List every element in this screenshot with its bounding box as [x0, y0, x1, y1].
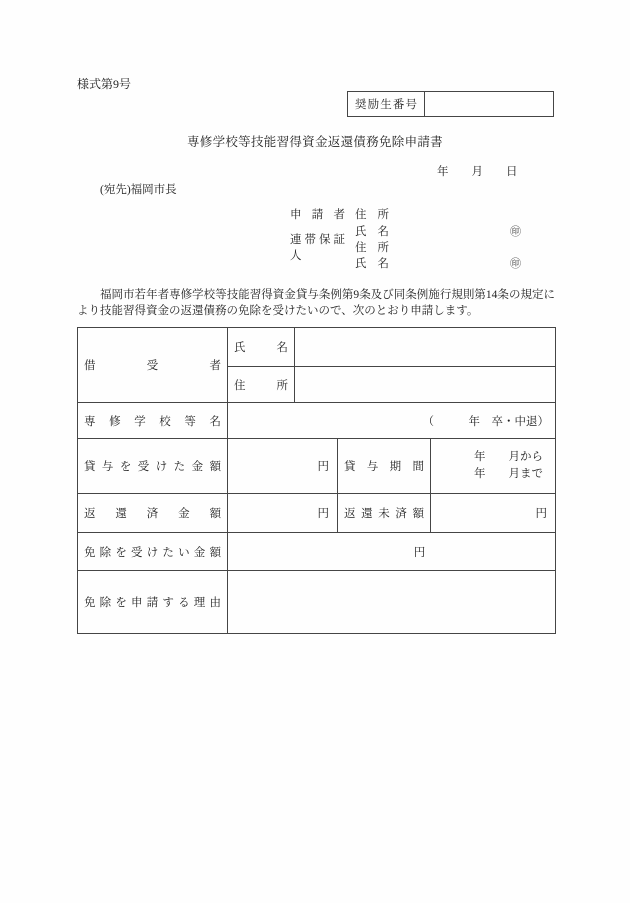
exemption-reason-value	[228, 571, 556, 634]
loan-period-label: 貸与期間	[338, 439, 431, 494]
guarantor-address-row	[290, 233, 521, 262]
school-name-value: （ 年 卒・中退）	[228, 403, 556, 439]
repaid-amount-row	[78, 494, 556, 533]
borrower-name-label: 氏名	[228, 328, 295, 367]
school-name-row	[78, 403, 556, 439]
addressee: (宛先)福岡市長	[100, 184, 177, 196]
scholarship-number-value	[425, 92, 553, 116]
guarantor-address-label: 住所	[355, 241, 389, 254]
borrower-address-value	[295, 367, 556, 403]
borrower-label: 借受者	[78, 328, 228, 403]
loan-period-to: 年 月まで	[474, 468, 544, 480]
form-number: 様式第9号	[77, 77, 132, 91]
scholarship-number-box	[347, 91, 554, 117]
guarantor-seal-mark: ㊞	[510, 258, 521, 271]
exemption-amount-label: 免除を受けたい金額	[78, 533, 228, 571]
application-table	[77, 327, 556, 634]
exemption-amount-row	[78, 533, 556, 571]
applicant-name-label: 氏名	[355, 225, 389, 238]
borrower-name-value	[295, 328, 556, 367]
loan-period-value	[431, 439, 556, 494]
applicant-address-label: 住所	[355, 209, 389, 222]
repaid-amount-label: 返還済金額	[78, 494, 228, 533]
loan-amount-label: 貸与を受けた金額	[78, 439, 228, 494]
loan-amount-value: 円	[228, 439, 338, 494]
date-line: 年 月 日	[437, 166, 518, 178]
applicant-seal-mark: ㊞	[510, 225, 521, 238]
borrower-address-label: 住所	[228, 367, 295, 403]
unpaid-amount-value: 円	[431, 494, 556, 533]
loan-period-from: 年 月から	[474, 451, 544, 463]
guarantor-role-label: 連帯保証人	[290, 233, 345, 262]
scholarship-number-label: 奨励生番号	[348, 92, 425, 116]
guarantor-name-label: 氏名	[355, 258, 389, 271]
document-title: 専修学校等技能習得資金返還債務免除申請書	[186, 135, 443, 149]
application-statement: 福岡市若年者専修学校等技能習得資金貸与条例第9条及び同条例施行規則第14条の規定により技能習得資金の返還債務の免除を受けたいので、次のとおり申請します。	[77, 289, 555, 317]
repaid-amount-value: 円	[228, 494, 338, 533]
exemption-amount-value: 円	[228, 533, 556, 571]
applicant-address-row	[290, 206, 521, 222]
applicant-role-label: 申請者	[290, 209, 345, 222]
signature-block	[290, 206, 521, 272]
borrower-name-row	[78, 328, 556, 367]
unpaid-amount-label: 返還未済額	[338, 494, 431, 533]
exemption-reason-row	[78, 571, 556, 634]
loan-amount-row	[78, 439, 556, 494]
school-name-label: 専修学校等名	[78, 403, 228, 439]
exemption-reason-label: 免除を申請する理由	[78, 571, 228, 634]
